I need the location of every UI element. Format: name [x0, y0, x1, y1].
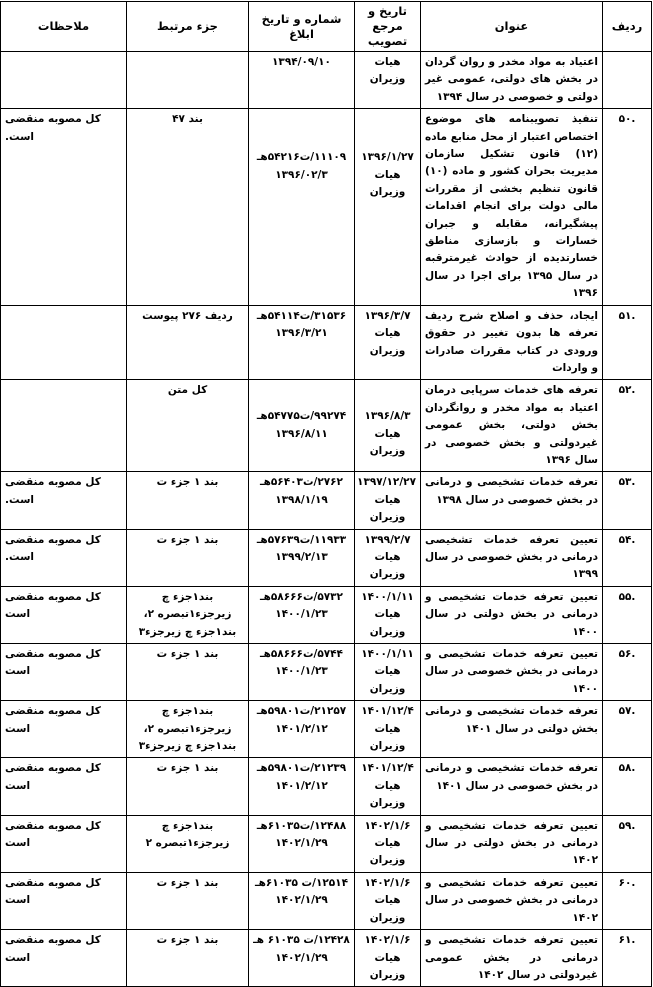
row-date-value: ۱۴۰۱/۱۲/۴: [361, 705, 414, 718]
row-num-date: ۱۴۰۰/۱/۲۳: [275, 665, 328, 678]
header-part: جزء مرتبط: [127, 2, 249, 52]
row-num-value: ۲۱۲۵۷/ت۵۹۸۰۱هـ: [256, 705, 347, 718]
row-num-date: ۱۳۹۶/۸/۱۱: [275, 427, 328, 440]
row-date: [355, 586, 421, 643]
row-part: بند ۱ جزء ت: [127, 529, 249, 586]
row-idx: .۵۶: [603, 644, 652, 701]
row-num-date: ۱۳۹۸/۱/۱۹: [275, 493, 328, 506]
table-row: [1, 109, 652, 305]
row-date: [355, 758, 421, 815]
row-date-authority: هیات وزیران: [369, 493, 406, 524]
row-num-date: ۱۴۰۱/۲/۱۲: [275, 779, 328, 792]
row-note: کل مصوبه منقضی است: [1, 872, 127, 929]
row-num: [249, 380, 355, 472]
row-title: تعرفه های خدمات سرپایی درمان اعتیاد به مواد مخدر و روانگردان بخش دولتی، بخش عمومی غیردولتی و بخش خصوصی در سال ۱۳۹۶: [421, 380, 603, 472]
row-num: [249, 701, 355, 758]
row-num-value: ۱۲۴۲۸/ت ۶۱۰۳۵ هـ: [253, 934, 350, 947]
row-idx: .۵۵: [603, 586, 652, 643]
row-note: کل مصوبه منقضی است.: [1, 109, 127, 305]
table-row: [1, 930, 652, 987]
row-part: ردیف ۲۷۶ پیوست: [127, 305, 249, 380]
row-idx: .۵۲: [603, 380, 652, 472]
row-date-authority: هیات وزیران: [369, 427, 406, 458]
row-date: [355, 872, 421, 929]
row-date-value: ۱۴۰۰/۱/۱۱: [361, 648, 414, 660]
row-idx: .۵۹: [603, 815, 652, 872]
row-date: [355, 644, 421, 701]
row-date-authority: هیات وزیران: [369, 837, 406, 867]
row-idx: .۵۴: [603, 529, 652, 586]
row-note: کل مصوبه منقضی است.: [1, 529, 127, 586]
row-idx: [603, 52, 652, 109]
row-date-value: ۱۳۹۷/۱۲/۲۷: [357, 476, 416, 489]
row-part: بند۱جزء چ زیرجزء۱تبصره ۲: [127, 815, 249, 872]
row-date-authority: هیات وزیران: [369, 550, 406, 581]
row-date: [355, 305, 421, 380]
table-row: [1, 644, 652, 701]
row-part: بند ۱ جزء ت: [127, 872, 249, 929]
row-num: [249, 872, 355, 929]
row-date: [355, 815, 421, 872]
row-num-value: ۱۲۵۱۴/ت ۶۱۰۳۵هـ: [254, 876, 348, 889]
row-num: [249, 529, 355, 586]
row-num: [249, 472, 355, 529]
row-date-authority: هیات وزیران: [369, 894, 406, 924]
row-note: کل مصوبه منقضی است: [1, 701, 127, 758]
row-num: [249, 758, 355, 815]
row-part: [127, 52, 249, 109]
header-note: ملاحظات: [1, 2, 127, 52]
row-date: [355, 52, 421, 109]
row-date: [355, 930, 421, 987]
row-idx: .۵۱: [603, 305, 652, 380]
row-num-date: ۱۴۰۲/۱/۲۹: [275, 894, 328, 907]
row-num-value: ۵۷۴۴/ت۵۸۶۶۶هـ: [260, 648, 343, 660]
row-note: کل مصوبه منقضی است.: [1, 472, 127, 529]
table-row: [1, 305, 652, 380]
table-row: [1, 52, 652, 109]
row-date-authority: هیات وزیران: [369, 665, 406, 695]
row-date: [355, 109, 421, 305]
row-date: [355, 701, 421, 758]
row-date-value: ۱۴۰۲/۱/۶: [364, 819, 411, 832]
table-row: [1, 758, 652, 815]
row-part: بند ۱ جزء ت: [127, 758, 249, 815]
row-num-value: ۳۱۵۳۶/ت۵۴۱۱۴هـ: [256, 309, 347, 322]
table-header-row: [1, 2, 652, 52]
row-note: کل مصوبه منقضی است: [1, 586, 127, 643]
row-date: [355, 472, 421, 529]
row-date-authority: هیات وزیران: [369, 608, 406, 638]
row-title: تعرفه خدمات تشخیصی و درمانی در بخش خصوصی در سال ۱۳۹۸: [421, 472, 603, 529]
row-date-authority: هیات وزیران: [369, 779, 406, 810]
row-note: [1, 305, 127, 380]
row-title: تعرفه خدمات تشخیصی و درمانی در بخش خصوصی در سال ۱۴۰۱: [421, 758, 603, 815]
row-date-authority: هیات وزیران: [369, 327, 406, 357]
row-idx: .۵۸: [603, 758, 652, 815]
row-num-date: ۱۴۰۲/۱/۲۹: [275, 837, 328, 850]
table-row: [1, 872, 652, 929]
row-title: تعرفه خدمات تشخیصی و درمانی بخش دولتی در سال ۱۴۰۱: [421, 701, 603, 758]
row-num-value: ۱۲۴۸۸/ت۶۱۰۳۵هـ: [256, 819, 347, 832]
row-num-value: ۲۱۲۳۹/ت۵۹۸۰۱هـ: [256, 762, 347, 775]
row-title: تعیین تعرفه خدمات تشخیصی و درمانی در بخش دولتی در سال ۱۴۰۲: [421, 815, 603, 872]
row-note: [1, 380, 127, 472]
table-row: [1, 529, 652, 586]
header-idx: ردیف: [603, 2, 652, 52]
row-date-authority: هیات وزیران: [369, 722, 406, 753]
row-note: [1, 52, 127, 109]
row-note: کل مصوبه منقضی است: [1, 930, 127, 987]
row-part: بند ۱ جزء ت: [127, 644, 249, 701]
row-date-value: ۱۴۰۲/۱/۶: [364, 876, 411, 889]
row-note: کل مصوبه منقضی است: [1, 815, 127, 872]
row-part: بند ۴۷: [127, 109, 249, 305]
row-num-value: ۱۳۹۴/۰۹/۱۰: [272, 56, 331, 68]
row-date-value: ۱۳۹۹/۲/۷: [364, 533, 411, 546]
row-title: تعیین تعرفه خدمات تشخیصی و درمانی در بخش خصوصی در سال ۱۴۰۰: [421, 644, 603, 701]
row-date: [355, 380, 421, 472]
row-num-date: ۱۴۰۲/۱/۲۹: [275, 951, 328, 964]
row-part: بند ۱ جزء ت: [127, 930, 249, 987]
row-num-date: ۱۳۹۹/۲/۱۳: [275, 550, 328, 563]
row-title: اعتیاد به مواد مخدر و روان گردان در بخش های دولتی، عمومی غیر دولتی و خصوصی در سال ۱۳۹۴: [421, 52, 603, 109]
row-num: [249, 109, 355, 305]
row-num: [249, 815, 355, 872]
row-title: تعیین تعرفه خدمات تشخیصی و درمانی در بخش خصوصی در سال ۱۴۰۲: [421, 872, 603, 929]
table-row: [1, 472, 652, 529]
header-title: عنوان: [421, 2, 603, 52]
row-date-value: ۱۳۹۶/۳/۷: [364, 309, 411, 322]
table-row: [1, 380, 652, 472]
row-date-value: ۱۴۰۲/۱/۶: [364, 934, 411, 947]
header-date: تاریخ و مرجع تصویب: [355, 2, 421, 52]
row-num-date: ۱۴۰۱/۲/۱۲: [275, 722, 328, 735]
row-title: تعیین تعرفه خدمات تشخیصی درمانی در بخش خصوصی در سال ۱۳۹۹: [421, 529, 603, 586]
row-date-value: ۱۳۹۶/۱/۲۷: [361, 151, 414, 164]
row-date-authority: هیات وزیران: [369, 951, 406, 981]
row-num: [249, 644, 355, 701]
table-row: [1, 701, 652, 758]
row-num: [249, 52, 355, 109]
row-num: [249, 305, 355, 380]
table-row: [1, 586, 652, 643]
row-title: ایجاد، حذف و اصلاح شرح ردیف تعرفه ها بدون تغییر در حقوق ورودی در کتاب مقررات صادرات و واردات: [421, 305, 603, 380]
row-part: بند۱جزء چ زیرجزء۱تبصره ۲، بند۱جزء چ زیرجزء۳: [127, 586, 249, 643]
table-row: [1, 815, 652, 872]
row-num-value: ۲۷۶۲/ت۵۶۴۰۳هـ: [260, 476, 343, 489]
row-num-value: ۱۱۹۳۳/ت۵۷۶۳۹هـ: [256, 533, 347, 546]
row-num-date: ۱۴۰۰/۱/۲۳: [275, 608, 328, 621]
row-title: تنفیذ تصویبنامه های موضوع اختصاص اعتبار از محل منابع ماده (۱۲) قانون تشکیل سازمان مدیریت بحران کشور و ماده (۱۰) قانون تنظیم بخشی از مقررات مالی دولت برای انجام اقدامات پیشگیرانه، مقابله و جبران خسارات و بازسازی مناطق خسارتدیده از حوادث غیرمترقبه در سال ۱۳۹۵ برای اجرا در سال ۱۳۹۶: [421, 109, 603, 305]
row-num: [249, 586, 355, 643]
row-part: بند۱جزء چ زیرجزء۱تبصره ۲، بند۱جزء چ زیرجزء۳: [127, 701, 249, 758]
row-idx: .۶۰: [603, 872, 652, 929]
row-idx: .۵۰: [603, 109, 652, 305]
row-idx: .۵۳: [603, 472, 652, 529]
row-date-value: ۱۳۹۶/۸/۳: [364, 410, 411, 423]
regulations-table: [0, 1, 652, 987]
row-num-value: ۱۱۱۰۹/ت۵۴۲۱۶هـ: [256, 151, 347, 164]
row-date-authority: هیات وزیران: [369, 56, 406, 86]
row-note: کل مصوبه منقضی است: [1, 758, 127, 815]
row-note: کل مصوبه منقضی است: [1, 644, 127, 701]
row-num-value: ۵۷۳۲/ت۵۸۶۶۶هـ: [260, 590, 343, 603]
row-title: تعیین تعرفه خدمات تشخیصی و درمانی در بخش دولتی در سال ۱۴۰۰: [421, 586, 603, 643]
row-num-date: ۱۳۹۶/۳/۲۱: [275, 327, 328, 340]
row-num: [249, 930, 355, 987]
row-part: بند ۱ جزء ت: [127, 472, 249, 529]
row-num-value: ۹۹۲۷۴/ت۵۴۷۷۵هـ: [256, 410, 347, 423]
header-num: شماره و تاریخ ابلاغ: [249, 2, 355, 52]
row-part: کل متن: [127, 380, 249, 472]
row-num-date: ۱۳۹۶/۰۲/۳: [275, 168, 328, 181]
row-date-value: ۱۴۰۱/۱۲/۴: [361, 762, 414, 775]
row-idx: .۵۷: [603, 701, 652, 758]
row-idx: .۶۱: [603, 930, 652, 987]
row-date-authority: هیات وزیران: [369, 168, 406, 199]
row-date: [355, 529, 421, 586]
row-title: تعیین تعرفه خدمات تشخیصی و درمانی در بخش عمومی غیردولتی در سال ۱۴۰۲: [421, 930, 603, 987]
row-date-value: ۱۴۰۰/۱/۱۱: [361, 590, 414, 603]
